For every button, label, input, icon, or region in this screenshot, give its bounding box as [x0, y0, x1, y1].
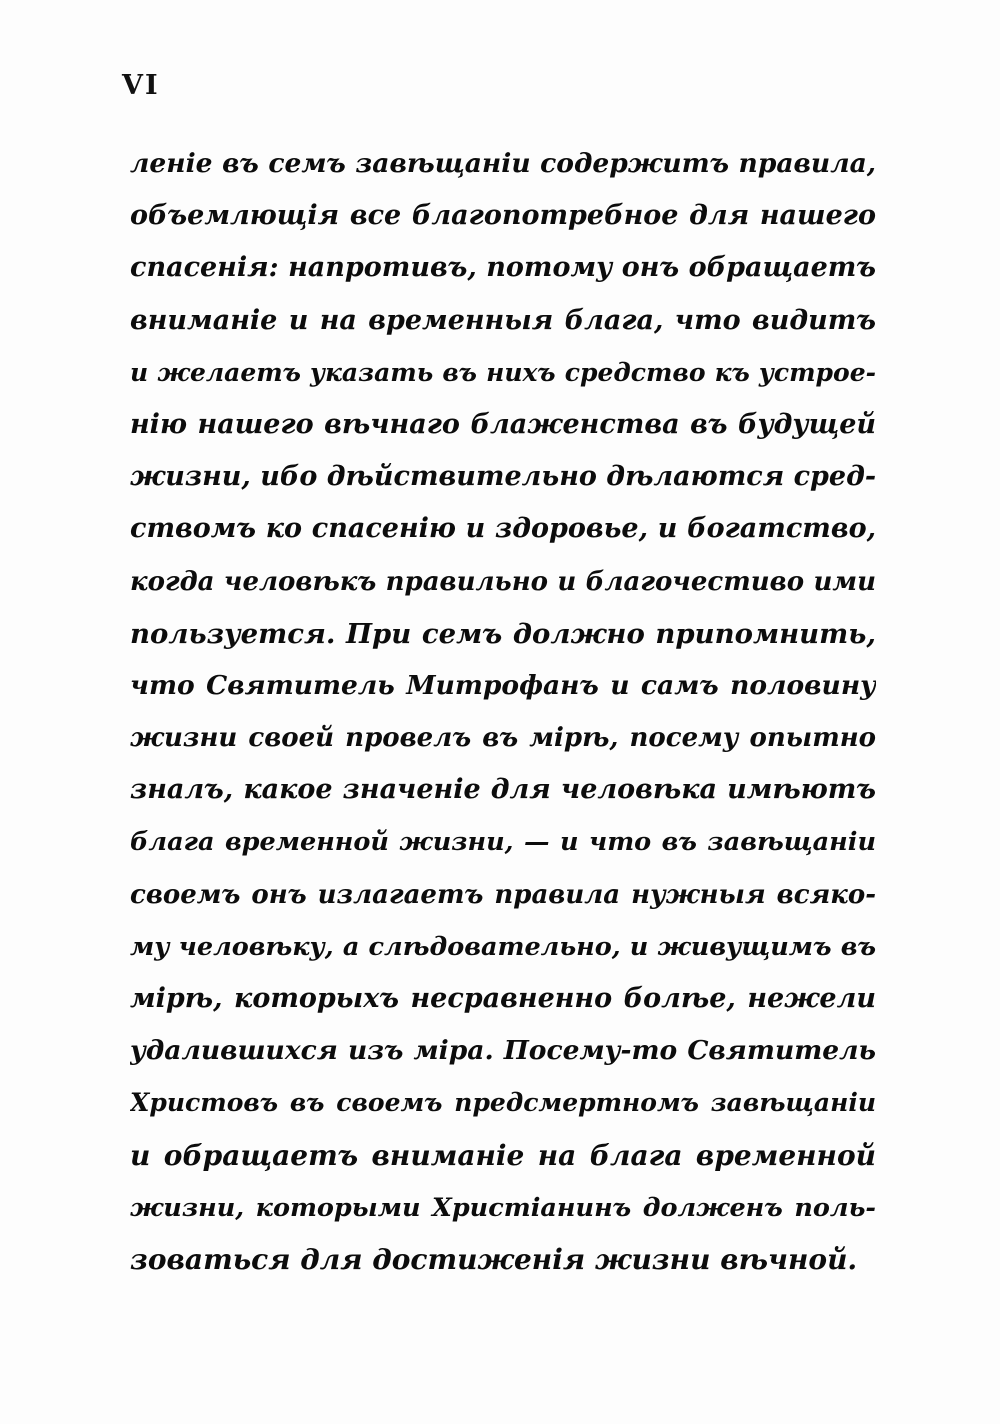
page-number: VI	[122, 70, 160, 101]
text-line: зналъ, какое значеніе для человѣка имѣютъ	[130, 774, 876, 806]
text-line: зоваться для достиженія жизни вѣчной.	[130, 1242, 858, 1276]
text-line: что Святитель Митрофанъ и самъ половину	[130, 669, 876, 701]
text-line: жизни, ибо дѣйствительно дѣлаются сред-	[130, 461, 876, 493]
text-line: ствомъ ко спасенію и здоровье, и богатство,	[130, 513, 876, 545]
text-line: удалившихся изъ міра. Посему-то Святитель	[130, 1035, 876, 1067]
text-line: и обращаетъ вниманіе на блага временной	[130, 1138, 876, 1172]
text-line: жизни своей провелъ въ мірѣ, посему опытно	[130, 723, 876, 754]
text-line: и желаетъ указать въ нихъ средство къ устрое-	[130, 357, 876, 387]
text-line: пользуется. При семъ должно припомнить,	[130, 617, 876, 650]
text-line: спасенія: напротивъ, потому онъ обращаетъ	[130, 252, 876, 284]
text-line: объемлющія все благопотребное для нашего	[130, 200, 876, 232]
text-line: своемъ онъ излагаетъ правила нужныя всяко-	[130, 879, 876, 910]
text-line: блага временной жизни, — и что въ завѣщаніи	[130, 827, 876, 858]
text-line: нію нашего вѣчнаго блаженства въ будущей	[130, 408, 876, 440]
text-line: жизни, которыми Христіанинъ долженъ поль-	[130, 1192, 876, 1223]
text-line: му человѣку, а слѣдовательно, и живущимъ въ	[130, 931, 876, 962]
text-line: леніе въ семъ завѣщаніи содержитъ правила,	[130, 148, 876, 179]
body-text	[130, 138, 876, 1286]
text-line: когда человѣкъ правильно и благочестиво ими	[130, 566, 876, 597]
text-line: Христовъ въ своемъ предсмертномъ завѣщаніи	[130, 1088, 876, 1118]
text-line: вниманіе и на временныя блага, что видитъ	[130, 304, 876, 336]
text-line: мірѣ, которыхъ несравненно болѣе, нежели	[130, 983, 876, 1014]
